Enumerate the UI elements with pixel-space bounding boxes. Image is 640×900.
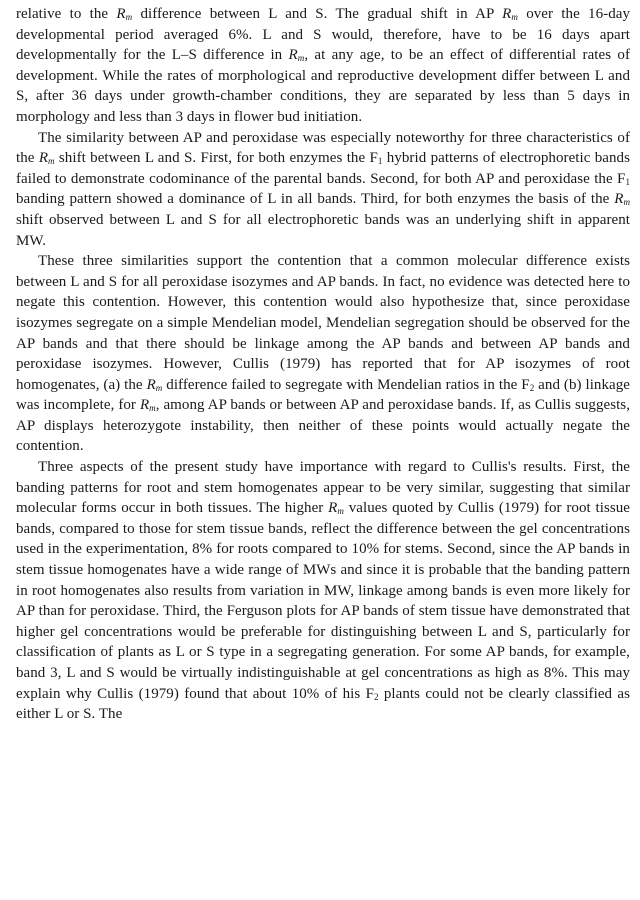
- paragraph-2: [16, 128, 630, 252]
- paragraph-1: [16, 4, 630, 128]
- paragraph-3-text: These three similarities support the contention that a common molecular difference exists between L and S for all peroxidase isozymes and AP bands. In fact, no evidence was detected here to negate this contention. However, this contention would also hypothesize that, since peroxidase isozymes segregate on a simple Mendelian model, Mendelian segregation should be observed for the AP bands and that there should be linkage among the AP bands and between AP bands and peroxidase isozymes. However, Cullis (1979) has reported that for AP isozymes of root homogenates, (a) the $R_m$ difference failed to segregate with Mendelian ratios in the $F_2$ and (b) linkage was incomplete, for $R_m$, among AP bands or between AP and peroxidase bands. If, as Cullis suggests, AP displays heterozygote instability, then neither of these points would actually negate the contention.: [16, 253, 630, 455]
- paragraph-3: [16, 251, 630, 457]
- paragraph-1-text: relative to the $R_m$ difference between L and S. The gradual shift in AP $R_m$ over the 16-day developmental period averaged 6%. L and S would, therefore, have to be 16 days apart developmentally for the L–S difference in $R_m$, at any age, to be an effect of differential rates of development. While the rates of morphological and reproductive development differ between L and S, after 36 days under growth-chamber conditions, they are separated by less than 5 days in morphology and less than 3 days in flower bud initiation.: [16, 6, 630, 125]
- paragraph-4: [16, 457, 630, 725]
- paragraph-2-text: The similarity between AP and peroxidase was especially noteworthy for three characteristics of the $R_m$ shift between L and S. First, for both enzymes the $F_1$ hybrid patterns of electrophoretic bands failed to demonstrate codominance of the parental bands. Second, for both AP and peroxidase the $F_1$ banding pattern showed a dominance of L in all bands. Third, for both enzymes the basis of the $R_m$ shift observed between L and S for all electrophoretic bands was an underlying shift in apparent MW.: [16, 129, 630, 249]
- paragraph-4-text: Three aspects of the present study have importance with regard to Cullis's results. First, the banding patterns for root and stem homogenates appear to be very similar, suggesting that similar molecular forms occur in both tissues. The higher $R_m$ values quoted by Cullis (1979) for root tissue bands, compared to those for stem tissue bands, reflect the difference between the gel concentrations used in the experimentation, 8% for roots compared to 10% for stems. Second, since the AP bands in stem tissue homogenates have a wide range of MWs and since it is probable that the banding pattern in root homogenates also results from variation in MW, linkage among bands is even more likely for AP than for peroxidase. Third, the Ferguson plots for AP bands of stem tissue have demonstrated that higher gel concentrations would be preferable for distinguishing between L and S, particularly for classification of plants as L or S type in a segregating generation. For some AP bands, for example, band 3, L and S would be virtually indistinguishable at gel concentrations as high as 8%. This may explain why Cullis (1979) found that about 10% of his $F_2$ plants could not be clearly classified as either L or S. The: [16, 459, 631, 723]
